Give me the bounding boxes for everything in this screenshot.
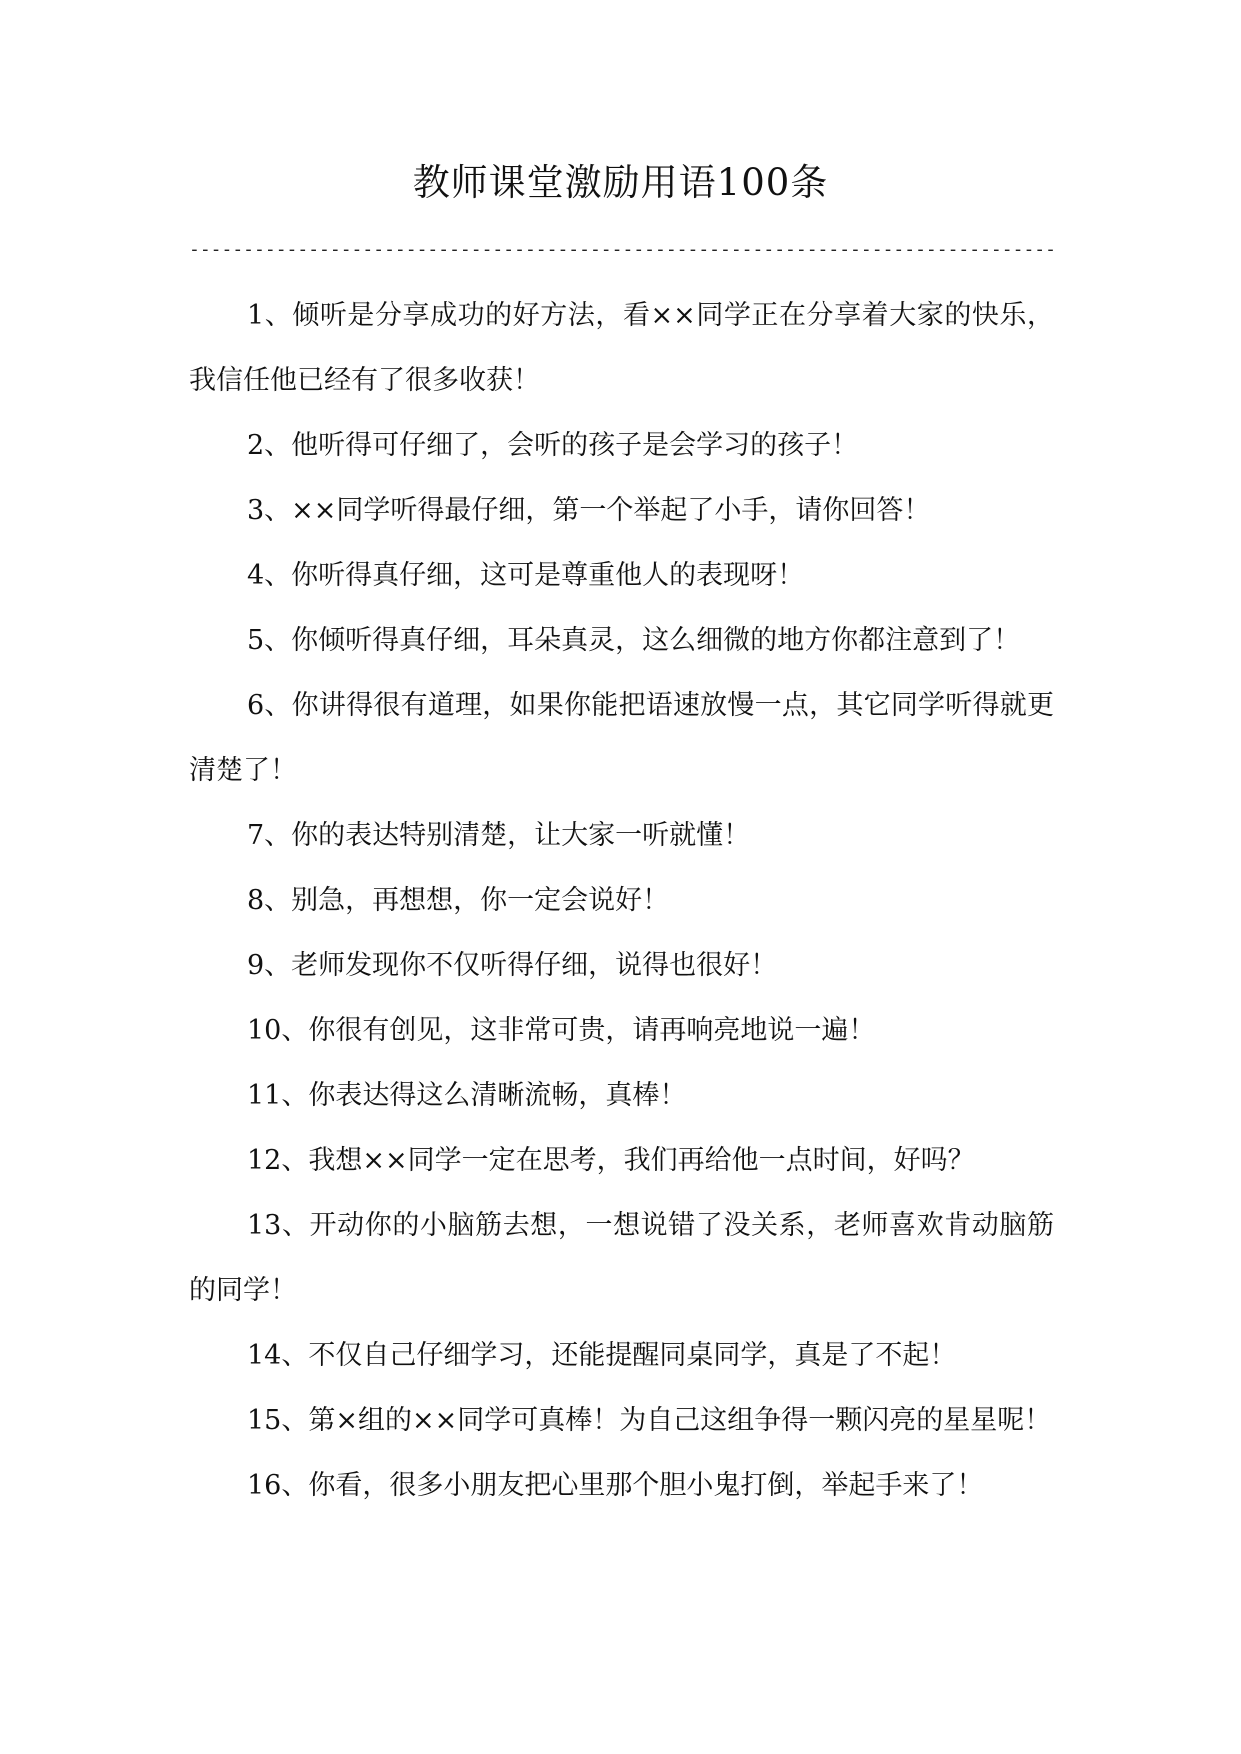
list-item: 2、他听得可仔细了，会听的孩子是会学习的孩子！: [247, 430, 859, 461]
list-item: 14、不仅自己仔细学习，还能提醒同桌同学，真是了不起！: [247, 1340, 957, 1371]
list-item: 15、第×组的××同学可真棒！为自己这组争得一颗闪亮的星星呢！: [247, 1405, 1052, 1436]
list-item: 7、你的表达特别清楚，让大家一听就懂！: [247, 820, 751, 851]
list-item: 5、你倾听得真仔细，耳朵真灵，这么细微的地方你都注意到了！: [247, 625, 1021, 656]
encouragement-list: [189, 283, 1054, 1518]
list-item: 12、我想××同学一定在思考，我们再给他一点时间，好吗？: [247, 1145, 975, 1176]
divider-line: --------------------------------------------------------------------------------: [189, 239, 1056, 260]
list-item: 16、你看，很多小朋友把心里那个胆小鬼打倒，举起手来了！: [247, 1470, 984, 1501]
list-item: 4、你听得真仔细，这可是尊重他人的表现呀！: [247, 560, 805, 591]
list-item: 13、开动你的小脑筋去想，一想说错了没关系，老师喜欢肯动脑筋的同学！: [189, 1210, 1054, 1306]
list-item: 9、老师发现你不仅听得仔细，说得也很好！: [247, 950, 778, 981]
list-item: 1、倾听是分享成功的好方法，看××同学正在分享着大家的快乐，我信任他已经有了很多收获！: [189, 300, 1054, 396]
list-item: 11、你表达得这么清晰流畅，真棒！: [247, 1080, 687, 1111]
document-title: 教师课堂激励用语100条: [412, 161, 829, 204]
list-item: 6、你讲得很有道理，如果你能把语速放慢一点，其它同学听得就更清楚了！: [189, 690, 1054, 786]
list-item: 3、××同学听得最仔细，第一个举起了小手，请你回答！: [247, 495, 931, 526]
list-item: 8、别急，再想想，你一定会说好！: [247, 885, 670, 916]
list-item: 10、你很有创见，这非常可贵，请再响亮地说一遍！: [247, 1015, 876, 1046]
